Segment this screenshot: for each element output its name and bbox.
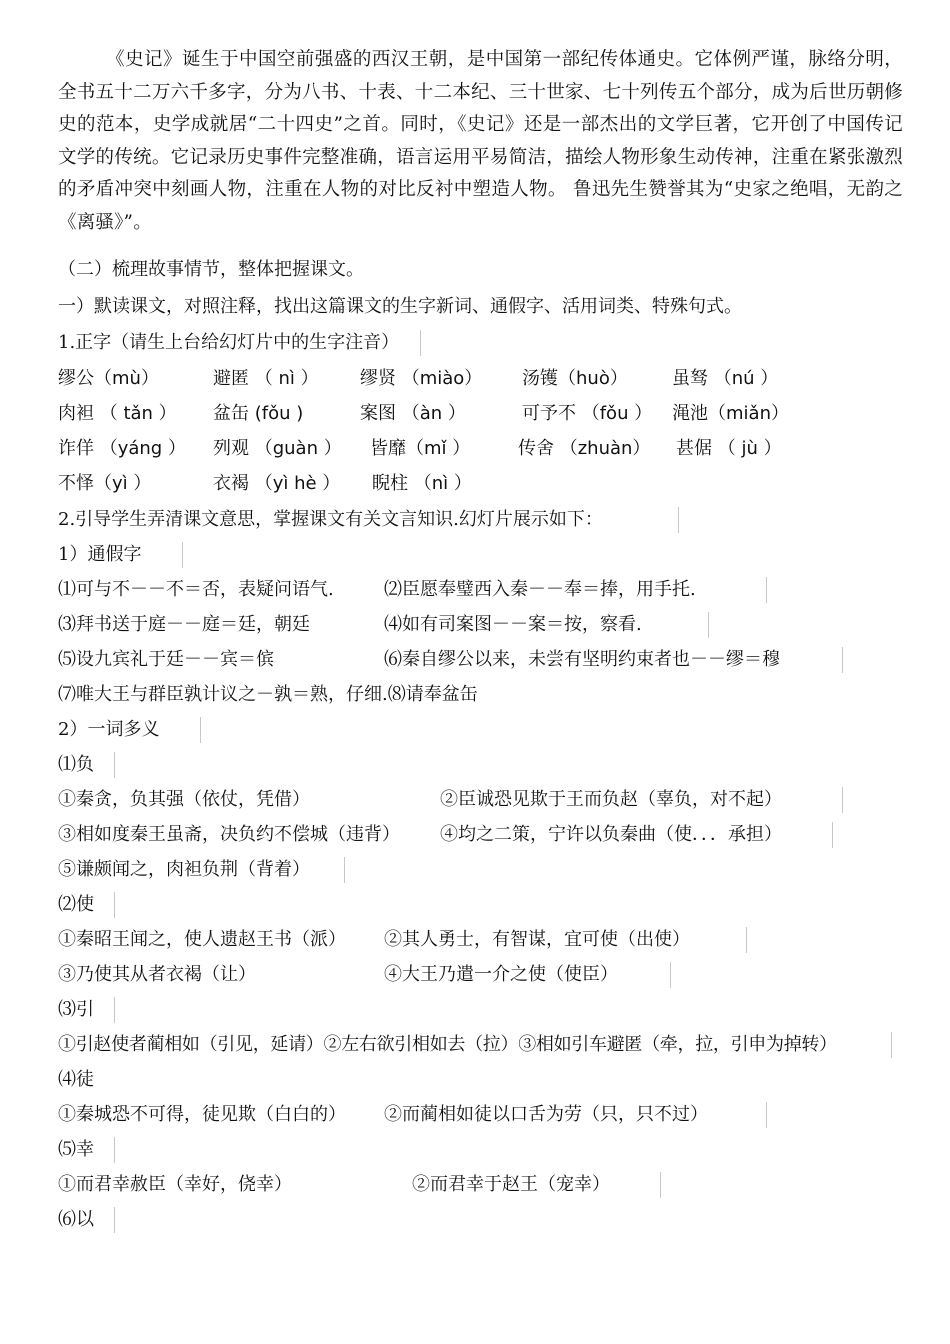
xing-item: ①而君幸赦臣（幸好，侥幸） [58, 1174, 292, 1195]
tongjia-item: ⑴可与不－－不＝否，表疑问语气. [58, 579, 334, 600]
guide-title: 2.引导学生弄清课文意思，掌握课文有关文言知识.幻灯片展示如下： [58, 509, 603, 530]
section-heading: （二）梳理故事情节，整体把握课文。 [58, 259, 364, 280]
text-cursor-bar [344, 857, 345, 883]
fu-item: ④均之二策，宁许以负秦曲（使．．．承担） [440, 824, 782, 845]
tongjia-item: ⑸设九宾礼于廷－－宾＝傧 [58, 649, 274, 670]
pinyin-entry: 传舍 （zhuàn） [518, 438, 651, 459]
zhengzi-title: 1.正字（请生上台给幻灯片中的生字注音） [58, 332, 400, 353]
pinyin-entry: 皆靡（mǐ ） [370, 438, 471, 459]
shi-item: ②其人勇士，有智谋，宜可使（出使） [384, 929, 690, 950]
text-cursor-bar [766, 1102, 767, 1128]
text-cursor-bar [114, 997, 115, 1023]
pinyin-entry: 诈佯 （yáng ） [58, 438, 186, 459]
text-cursor-bar [670, 962, 671, 988]
pinyin-entry: 缪公（mù） [58, 368, 159, 389]
tongjia-item: ⑶拜书送于庭－－庭＝廷，朝廷 [58, 614, 310, 635]
text-cursor-bar [200, 717, 201, 743]
pinyin-entry: 衣褐 （yì hè ） [213, 473, 341, 494]
text-cursor-bar [842, 647, 843, 673]
fu-item: ③相如度秦王虽斋，决负约不偿城（违背） [58, 824, 400, 845]
step-one-text: 一）默读课文，对照注释，找出这篇课文的生字新词、通假字、活用词类、特殊句式。 [58, 296, 742, 317]
xing-title: ⑸幸 [58, 1139, 94, 1160]
fu-title: ⑴负 [58, 754, 94, 775]
fu-item: ①秦贪，负其强（依仗，凭借） [58, 789, 310, 810]
text-cursor-bar [114, 1207, 115, 1233]
tu-title: ⑷徒 [58, 1069, 94, 1090]
tongjia-item: ⑹秦自缪公以来，未尝有坚明约束者也－－缪＝穆 [384, 649, 780, 670]
shi-item: ③乃使其从者衣褐（让） [58, 964, 256, 985]
tu-item: ①秦城恐不可得，徒见欺（白白的） [58, 1104, 346, 1125]
text-cursor-bar [420, 330, 421, 356]
pinyin-entry: 甚倨 （ jù ） [676, 438, 782, 459]
text-cursor-bar [114, 752, 115, 778]
shi-item: ④大王乃遣一介之使（使臣） [384, 964, 618, 985]
pinyin-entry: 渑池（miǎn） [672, 403, 789, 424]
tu-item: ②而蔺相如徒以口舌为劳（只，只不过） [384, 1104, 708, 1125]
text-cursor-bar [660, 1172, 661, 1198]
text-cursor-bar [891, 1032, 892, 1058]
pinyin-entry: 列观 （guàn ） [213, 438, 342, 459]
pinyin-entry: 不怿（yì ） [58, 473, 152, 494]
tongjia-title: 1）通假字 [58, 544, 142, 565]
xing-item: ②而君幸于赵王（宠幸） [412, 1174, 610, 1195]
pinyin-entry: 盆缶 (fǒu ) [213, 403, 304, 424]
tongjia-item: ⑷如有司案图－－案＝按，察看. [384, 614, 642, 635]
fu-item: ⑤谦颇闻之，肉袒负荆（背着） [58, 859, 310, 880]
text-cursor-bar [746, 927, 747, 953]
pinyin-entry: 避匿 （ nì ） [213, 368, 319, 389]
shi-title: ⑵使 [58, 894, 94, 915]
text-cursor-bar [114, 892, 115, 918]
yici-title: 2）一词多义 [58, 719, 160, 740]
text-cursor-bar [832, 822, 833, 848]
pinyin-entry: 睨柱 （nì ） [372, 473, 472, 494]
pinyin-entry: 虽驽 （nú ） [672, 368, 779, 389]
text-cursor-bar [766, 577, 767, 603]
text-cursor-bar [114, 1137, 115, 1163]
tongjia-item: ⑺唯大王与群臣孰计议之－孰＝熟，仔细.⑻请奉盆缶 [58, 684, 478, 705]
yi-title: ⑹以 [58, 1209, 94, 1230]
shi-item: ①秦昭王闻之，使人遗赵王书（派） [58, 929, 346, 950]
intro-paragraph: 《史记》诞生于中国空前强盛的西汉王朝，是中国第一部纪传体通史。它体例严谨，脉络分明，全书五十二万六千多字，分为八书、十表、十二本纪、三十世家、七十列传五个部分，成为后世历朝修史的范本，史学成就居“二十四史”之首。同时，《史记》还是一部杰出的文学巨著，它开创了中国传记文学的传统。它记录历史事件完整准确，语言运用平易简洁，描绘人物形象生动传神，注重在紧张激烈的矛盾冲突中刻画人物，注重在人物的对比反衬中塑造人物。 鲁迅先生赞誉其为“史家之绝唱，无韵之《离骚》”。 [58, 49, 903, 233]
text-cursor-bar [182, 542, 183, 568]
pinyin-entry: 汤镬（huò） [522, 368, 628, 389]
fu-item: ②臣诚恐见欺于王而负赵（辜负，对不起） [440, 789, 782, 810]
text-cursor-bar [708, 612, 709, 638]
tongjia-item: ⑵臣愿奉璧西入秦－－奉＝捧，用手托. [384, 579, 696, 600]
pinyin-entry: 缪贤 （miào） [360, 368, 483, 389]
text-cursor-bar [678, 507, 679, 533]
pinyin-entry: 肉袒 （ tǎn ） [58, 403, 177, 424]
yin-item: ①引赵使者蔺相如（引见，延请）②左右欲引相如去（拉）③相如引车避匿（牵，拉，引申为掉转） [58, 1034, 837, 1055]
pinyin-entry: 案图 （àn ） [360, 403, 466, 424]
pinyin-entry: 可予不 （fǒu ） [522, 403, 653, 424]
text-cursor-bar [842, 787, 843, 813]
yin-title: ⑶引 [58, 999, 94, 1020]
